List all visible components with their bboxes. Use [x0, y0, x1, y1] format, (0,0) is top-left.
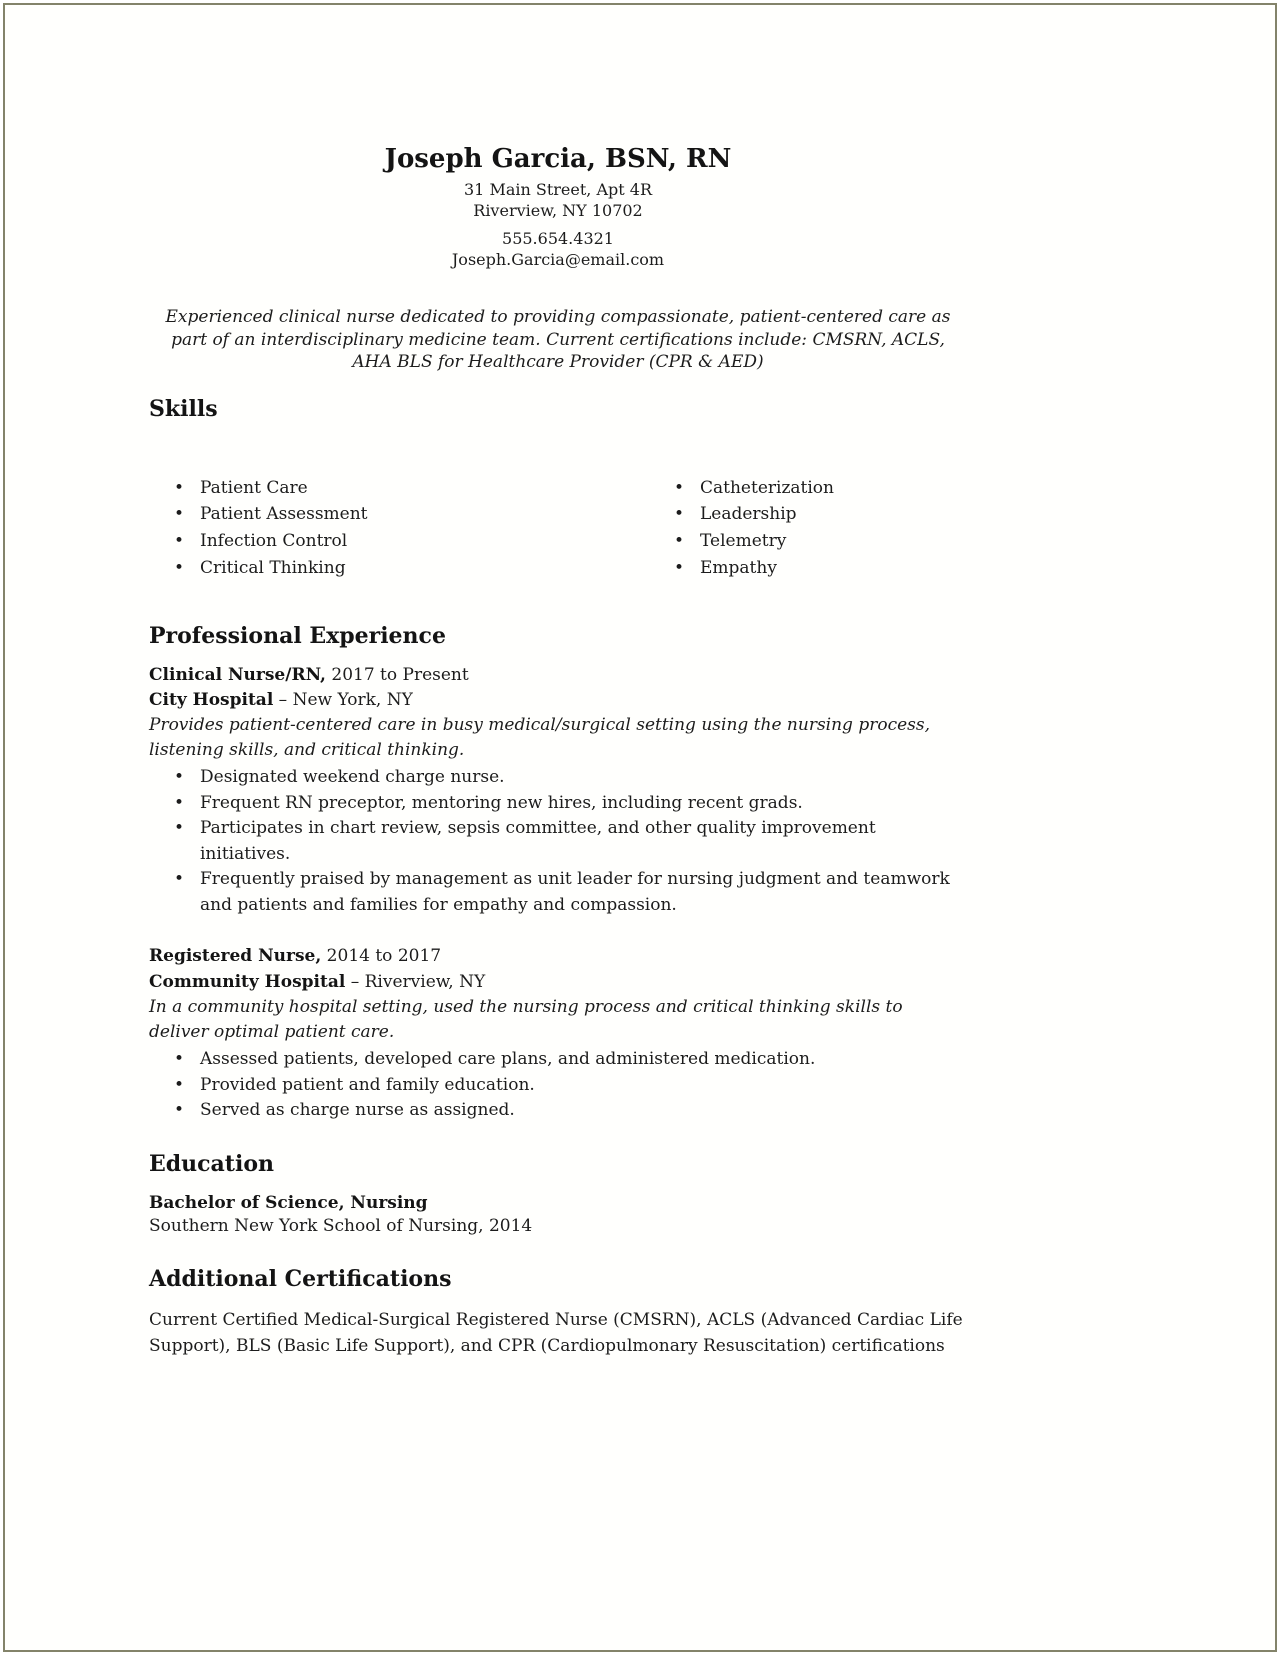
skills-column-left — [149, 475, 649, 582]
job-bullet: • Participates in chart review, sepsis committee, and other quality improvement initiatives. — [200, 816, 967, 867]
skills-list-left — [149, 475, 649, 582]
job-bullet: • Frequently praised by management as unit leader for nursing judgment and teamwork and patients and families for empathy and compassion. — [200, 867, 967, 918]
skill-item: • Critical Thinking — [200, 555, 649, 582]
certifications-heading: Additional Certifications — [149, 1265, 452, 1292]
resume-header — [149, 143, 967, 270]
certifications-text: Current Certified Medical-Surgical Registered Nurse (CMSRN), ACLS (Advanced Cardiac Life Support), BLS (Basic Life Support), and CPR (Cardiopulmonary Resuscitation) certifications — [149, 1310, 963, 1357]
job-entry-2 — [149, 944, 967, 1123]
experience-heading: Professional Experience — [149, 623, 446, 650]
skill-item: • Infection Control — [200, 528, 649, 555]
job-company-line — [149, 688, 967, 713]
skill-item: • Telemetry — [700, 528, 967, 555]
candidate-name: Joseph Garcia, BSN, RN — [384, 144, 732, 174]
skills-heading: Skills — [149, 396, 218, 423]
job-bullet: • Served as charge nurse as assigned. — [200, 1098, 967, 1124]
job-title-line — [149, 663, 967, 688]
job-bullet: • Designated weekend charge nurse. — [200, 765, 967, 791]
phone-email-block — [149, 228, 967, 270]
job-description: Provides patient-centered care in busy medical/surgical setting using the nursing process, listening skills, and critical thinking. — [149, 715, 931, 761]
resume-page — [3, 3, 1277, 1652]
job-bullet: • Frequent RN preceptor, mentoring new hires, including recent grads. — [200, 791, 967, 817]
job-description: In a community hospital setting, used the nursing process and critical thinking skills to deliver optimal patient care. — [149, 996, 903, 1042]
skill-item: • Patient Care — [200, 475, 649, 502]
job-company: City Hospital — [149, 689, 274, 710]
job-location: – New York, NY — [273, 689, 413, 710]
skill-item: • Leadership — [700, 501, 967, 528]
job-company-line — [149, 970, 967, 995]
job-bullet: • Assessed patients, developed care plans, and administered medication. — [200, 1047, 967, 1073]
contact-info — [149, 179, 967, 270]
job-bullet-list — [149, 1047, 967, 1124]
job-title: Registered Nurse, — [149, 946, 322, 967]
phone-number: 555.654.4321 — [502, 228, 614, 248]
skill-item: • Empathy — [700, 555, 967, 582]
education-entry — [149, 1192, 967, 1239]
skill-item: • Patient Assessment — [200, 501, 649, 528]
job-company: Community Hospital — [149, 971, 346, 992]
skills-columns — [149, 475, 967, 582]
job-bullet-list — [149, 765, 967, 918]
job-title: Clinical Nurse/RN, — [149, 664, 326, 685]
professional-summary: Experienced clinical nurse dedicated to providing compassionate, patient-centered care as part of an interdisciplinary medicine team. Current certifications include: CMSRN, ACLS, AHA BLS for Healthcare Provider (CPR & AED) — [165, 306, 951, 373]
job-location: – Riverview, NY — [345, 971, 486, 992]
job-title-line — [149, 944, 967, 969]
skills-column-right — [649, 475, 967, 582]
address-line-2: Riverview, NY 10702 — [473, 200, 643, 220]
job-bullet: • Provided patient and family education. — [200, 1073, 967, 1099]
email-address: Joseph.Garcia@email.com — [451, 249, 665, 269]
job-dates: 2014 to 2017 — [321, 946, 442, 967]
skill-item: • Catheterization — [700, 475, 967, 502]
resume-content — [149, 5, 967, 1360]
education-degree: Bachelor of Science, Nursing — [149, 1192, 428, 1213]
job-entry-1 — [149, 663, 967, 919]
education-heading: Education — [149, 1150, 274, 1177]
education-school: Southern New York School of Nursing, 2014 — [149, 1216, 533, 1237]
job-dates: 2017 to Present — [325, 664, 469, 685]
address-line-1: 31 Main Street, Apt 4R — [464, 179, 652, 199]
skills-list-right — [649, 475, 967, 582]
